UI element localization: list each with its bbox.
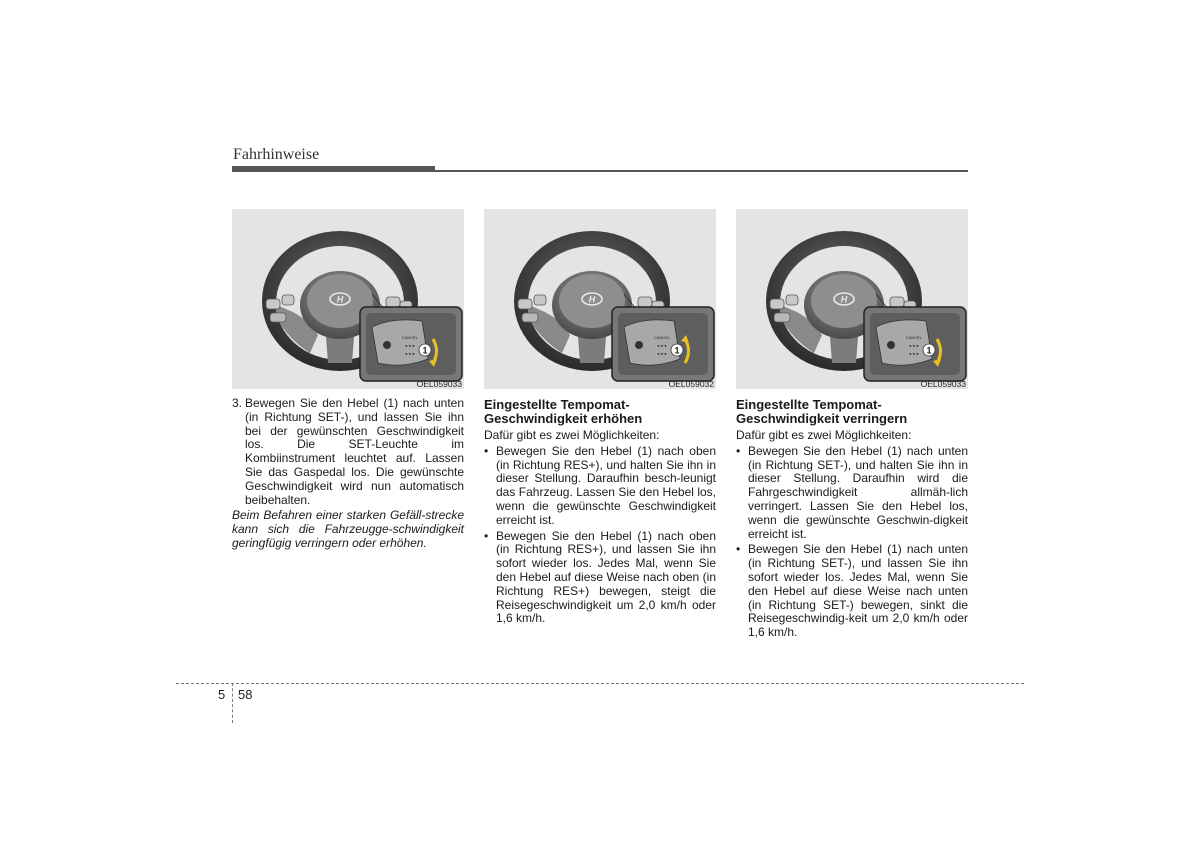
list-item-text: Bewegen Sie den Hebel (1) nach oben (in Richtung RES+), und lassen Sie ihn sofort wieder los. Jedes Mal, wenn Sie den Hebel auf diese Weise nach oben (in Richtung RES+) bewegen, steigt die Reisegeschwindigkeit um 2,0 km/h oder 1,6 km/h.	[496, 528, 716, 626]
bullet-glyph: •	[736, 443, 741, 458]
bullet-list	[484, 445, 716, 626]
switch-closeup-inset	[360, 307, 462, 381]
section-heading-line: Geschwindigkeit erhöhen	[484, 411, 643, 426]
cancel-switch-label: CANCEL	[653, 335, 671, 340]
svg-text:● ● ●: ● ● ●	[657, 343, 667, 348]
list-item	[736, 543, 968, 640]
page-header-title: Fahrhinweise	[233, 146, 320, 163]
cancel-switch-label: CANCEL	[401, 335, 419, 340]
steering-wheel-illustration	[736, 209, 968, 389]
section-number: 5	[218, 687, 226, 702]
column-decrease-speed	[736, 209, 968, 640]
steering-wheel-figure	[484, 209, 716, 389]
svg-text:● ● ●: ● ● ●	[405, 343, 415, 348]
list-item-text: Bewegen Sie den Hebel (1) nach oben (in Richtung RES+), und halten Sie ihn in dieser Stellung. Daraufhin besch-leunigt das Fahrzeug. Lassen Sie den Hebel los, wenn die gewünschte Geschwindigkeit erreicht ist.	[496, 443, 716, 527]
steering-wheel-illustration	[484, 209, 716, 389]
svg-text:● ● ●: ● ● ●	[909, 351, 919, 356]
list-item-text: Bewegen Sie den Hebel (1) nach unten (in Richtung SET-), und halten Sie ihn in dieser Stellung. Daraufhin wird die Fahrgeschwindigkeit allmäh-lich verringert. Lassen Sie den Hebel los, wenn die gewünschte Geschwin-digkeit erreicht ist.	[748, 443, 968, 541]
list-item-text: Bewegen Sie den Hebel (1) nach unten (in Richtung SET-), und lassen Sie ihn sofort wieder los. Jedes Mal, wenn Sie den Hebel auf diese Weise nach unten (in Richtung SET-) bewegen, sinkt die Reisegeschwindig-keit um 2,0 km/h oder 1,6 km/h.	[748, 542, 968, 640]
list-item	[484, 445, 716, 528]
cancel-switch-label: CANCEL	[905, 335, 923, 340]
step-number: 3.	[232, 396, 243, 410]
svg-text:● ● ●: ● ● ●	[405, 351, 415, 356]
list-item	[736, 445, 968, 542]
bullet-glyph: •	[484, 528, 489, 543]
section-heading	[484, 398, 716, 426]
section-heading-line: Eingestellte Tempomat-	[484, 397, 630, 412]
callout-number: 1	[926, 345, 932, 356]
step-text: Bewegen Sie den Hebel (1) nach unten (in Richtung SET-), und lassen Sie ihn bei der gewünschten Geschwindigkeit los. Die SET-Leuchte im Kombiinstrument leuchtet auf. Lassen Sie das Gaspedal los. Die gewünschte Geschwindigkeit wird nun automatisch beibehalten.	[245, 396, 464, 507]
section-heading	[736, 398, 968, 426]
intro-text: Dafür gibt es zwei Möglichkeiten:	[484, 428, 660, 442]
steering-wheel-figure	[736, 209, 968, 389]
step-3	[232, 397, 464, 507]
switch-closeup-inset	[612, 307, 714, 381]
figure-code: OEL059033	[920, 379, 966, 389]
steering-wheel-illustration	[232, 209, 464, 389]
column-set-speed	[232, 209, 464, 551]
section-heading-line: Geschwindigkeit verringern	[736, 411, 908, 426]
header-rule-thin	[435, 170, 968, 172]
callout-number: 1	[674, 345, 680, 356]
figure-code: OEL059032	[668, 379, 714, 389]
bullet-glyph: •	[736, 542, 741, 557]
footer-rule	[176, 683, 1024, 684]
svg-text:● ● ●: ● ● ●	[657, 351, 667, 356]
header-rule-thick	[232, 166, 435, 172]
switch-closeup-inset	[864, 307, 966, 381]
figure-code: OEL059033	[416, 379, 462, 389]
bullet-glyph: •	[484, 443, 489, 458]
callout-number: 1	[422, 345, 428, 356]
column-increase-speed	[484, 209, 716, 626]
list-item	[484, 530, 716, 627]
section-heading-line: Eingestellte Tempomat-	[736, 397, 882, 412]
page-number: 58	[238, 687, 253, 702]
note-text: Beim Befahren einer starken Gefäll-strecke kann sich die Fahrzeugge-schwindigkeit geringfügig verringern oder erhöhen.	[232, 508, 464, 550]
steering-wheel-figure	[232, 209, 464, 389]
bullet-list	[736, 445, 968, 640]
intro-text: Dafür gibt es zwei Möglichkeiten:	[736, 428, 912, 442]
svg-text:● ● ●: ● ● ●	[909, 343, 919, 348]
footer-divider	[232, 683, 233, 723]
